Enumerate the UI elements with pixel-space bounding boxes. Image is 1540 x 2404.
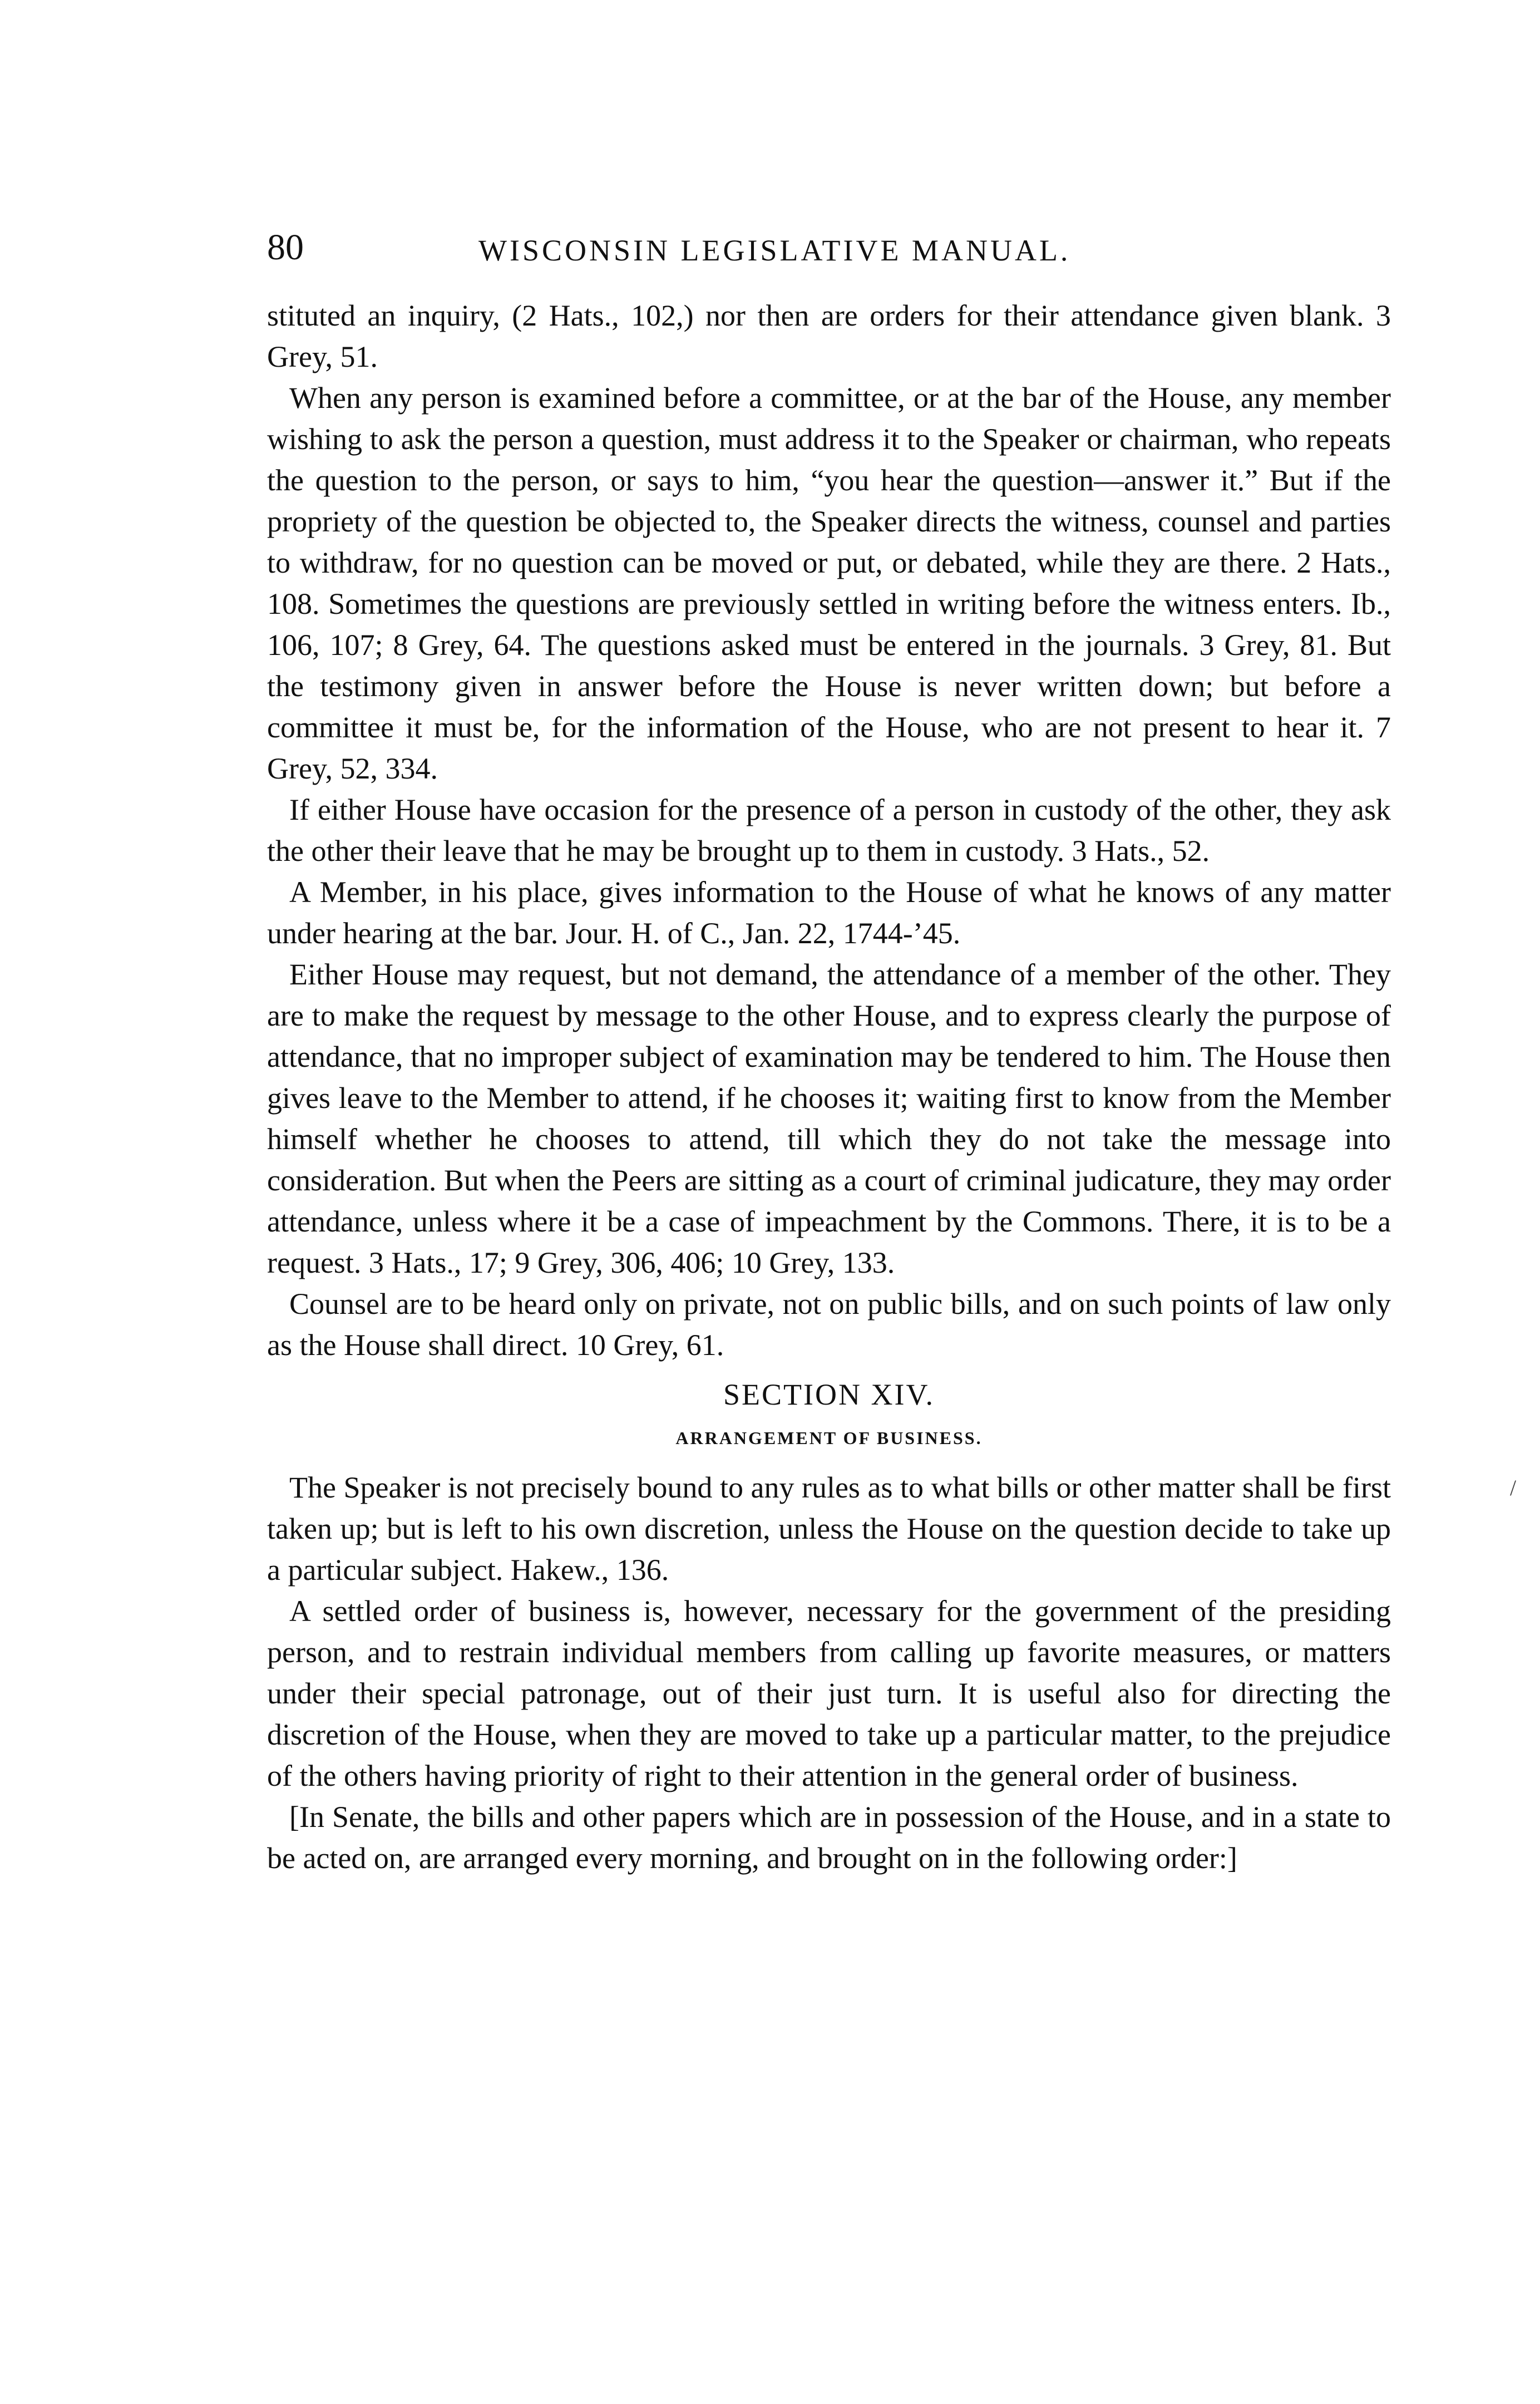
section-subtitle: ARRANGEMENT OF BUSINESS. xyxy=(675,1428,983,1448)
paragraph-continuation: stituted an inquiry, (2 Hats., 102,) nor then are orders for their attendance given blank. 3 Grey, 51. xyxy=(267,299,1391,373)
margin-mark: / xyxy=(1510,1475,1517,1500)
paragraph: [In Senate, the bills and other papers which are in possession of the House, and in a state to be acted on, are arranged every morning, and brought on in the following order:] xyxy=(267,1800,1391,1875)
paragraph: When any person is examined before a committee, or at the bar of the House, any member wishing to ask the person a question, must address it to the Speaker or chairman, who repeats the question to the person, or says to him, “you hear the question—answer it.” But if the propriety of the question be objected to, the Speaker directs the witness, counsel and parties to withdraw, for no question can be moved or put, or debated, while they are there. 2 Hats., 108. Sometimes the questions are previously settled in writing before the witness enters. Ib., 106, 107; 8 Grey, 64. The questions asked must be entered in the journals. 3 Grey, 81. But the testimony given in answer before the House is never written down; but before a committee it must be, for the information of the House, who are not present to hear it. 7 Grey, 52, 334. xyxy=(267,381,1391,785)
paragraph: Either House may request, but not demand, the attendance of a member of the other. They are to make the request by message to the other House, and to express clearly the purpose of attendance, that no improper subject of examination may be tendered to him. The House then gives leave to the Member to attend, if he chooses it; waiting first to know from the Member himself whether he chooses to attend, till which they do not take the message into consideration. But when the Peers are sitting as a court of criminal judicature, they may order attendance, unless where it be a case of impeachment by the Commons. There, it is to be a request. 3 Hats., 17; 9 Grey, 306, 406; 10 Grey, 133. xyxy=(267,958,1391,1279)
paragraph: A Member, in his place, gives information to the House of what he knows of any matter under hearing at the bar. Jour. H. of C., Jan. 22, 1744-’45. xyxy=(267,875,1391,950)
paragraph: Counsel are to be heard only on private, not on public bills, and on such points of law only as the House shall direct. 10 Grey, 61. xyxy=(267,1287,1391,1362)
page-header xyxy=(267,223,1391,295)
paragraph: A settled order of business is, however, necessary for the government of the presiding person, and to restrain individual members from calling up favorite measures, or matters under their special patronage, out of their just turn. It is useful also for directing the discretion of the House, when they are moved to take up a particular matter, to the prejudice of the others having priority of right to their attention in the general order of business. xyxy=(267,1594,1391,1792)
document-page xyxy=(267,223,1391,1879)
body-text xyxy=(267,295,1391,1879)
section-title: SECTION XIV. xyxy=(723,1378,935,1411)
running-head: WISCONSIN LEGISLATIVE MANUAL. xyxy=(478,234,1071,267)
paragraph: If either House have occasion for the presence of a person in custody of the other, they ask the other their leave that he may be brought up to them in custody. 3 Hats., 52. xyxy=(267,793,1391,868)
paragraph: The Speaker is not precisely bound to any rules as to what bills or other matter shall be first taken up; but is left to his own discretion, unless the House on the question decide to take up a particular subject. Hakew., 136. xyxy=(267,1471,1391,1587)
page-number: 80 xyxy=(267,227,304,268)
